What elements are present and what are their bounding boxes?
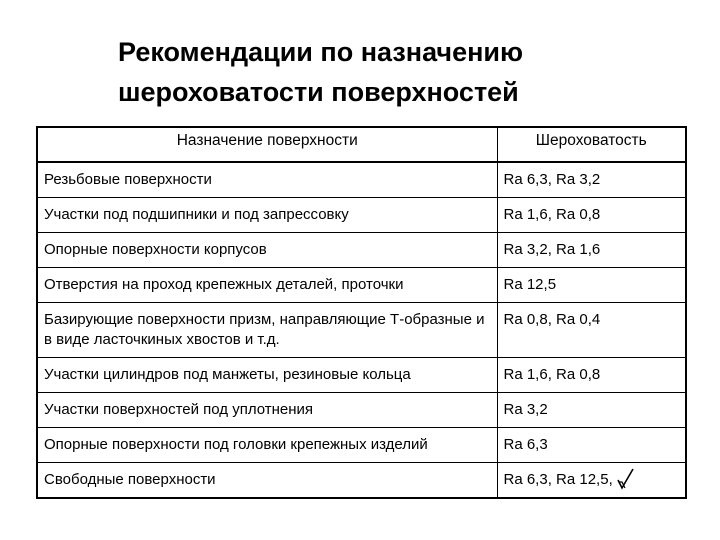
cell-roughness: Ra 3,2, Ra 1,6 bbox=[497, 233, 686, 268]
cell-purpose: Резьбовые поверхности bbox=[37, 162, 497, 198]
cell-purpose: Базирующие поверхности призм, направляющие Т-образные и в виде ласточкиных хвостов и т.д. bbox=[37, 303, 497, 358]
cell-roughness: Ra 1,6, Ra 0,8 bbox=[497, 358, 686, 393]
cell-roughness-last bbox=[497, 463, 686, 499]
title-line-2: шероховатости поверхностей bbox=[118, 77, 519, 107]
title-line-1: Рекомендации по назначению bbox=[118, 37, 524, 67]
cell-purpose: Отверстия на проход крепежных деталей, проточки bbox=[37, 268, 497, 303]
table-row bbox=[37, 393, 686, 428]
table-row bbox=[37, 463, 686, 499]
table-header-row bbox=[37, 127, 686, 162]
table-row bbox=[37, 358, 686, 393]
cell-roughness: Ra 1,6, Ra 0,8 bbox=[497, 198, 686, 233]
table-row bbox=[37, 233, 686, 268]
table-row bbox=[37, 428, 686, 463]
roughness-table bbox=[36, 126, 687, 499]
cell-purpose: Опорные поверхности корпусов bbox=[37, 233, 497, 268]
cell-purpose: Свободные поверхности bbox=[37, 463, 497, 499]
cell-roughness: Ra 6,3 bbox=[497, 428, 686, 463]
page-title bbox=[118, 32, 678, 112]
roughness-value: Ra 6,3, Ra 12,5, bbox=[503, 471, 613, 488]
cell-roughness: Ra 12,5 bbox=[497, 268, 686, 303]
table-row bbox=[37, 162, 686, 198]
table-row bbox=[37, 268, 686, 303]
cell-purpose: Опорные поверхности под головки крепежных изделий bbox=[37, 428, 497, 463]
table-row bbox=[37, 303, 686, 358]
table-row bbox=[37, 198, 686, 233]
cell-roughness: Ra 6,3, Ra 3,2 bbox=[497, 162, 686, 198]
cell-purpose: Участки цилиндров под манжеты, резиновые кольца bbox=[37, 358, 497, 393]
cell-roughness: Ra 0,8, Ra 0,4 bbox=[497, 303, 686, 358]
header-roughness: Шероховатость bbox=[497, 127, 686, 162]
surface-roughness-check-icon bbox=[617, 470, 635, 490]
cell-purpose: Участки под подшипники и под запрессовку bbox=[37, 198, 497, 233]
cell-roughness: Ra 3,2 bbox=[497, 393, 686, 428]
header-purpose: Назначение поверхности bbox=[37, 127, 497, 162]
cell-purpose: Участки поверхностей под уплотнения bbox=[37, 393, 497, 428]
